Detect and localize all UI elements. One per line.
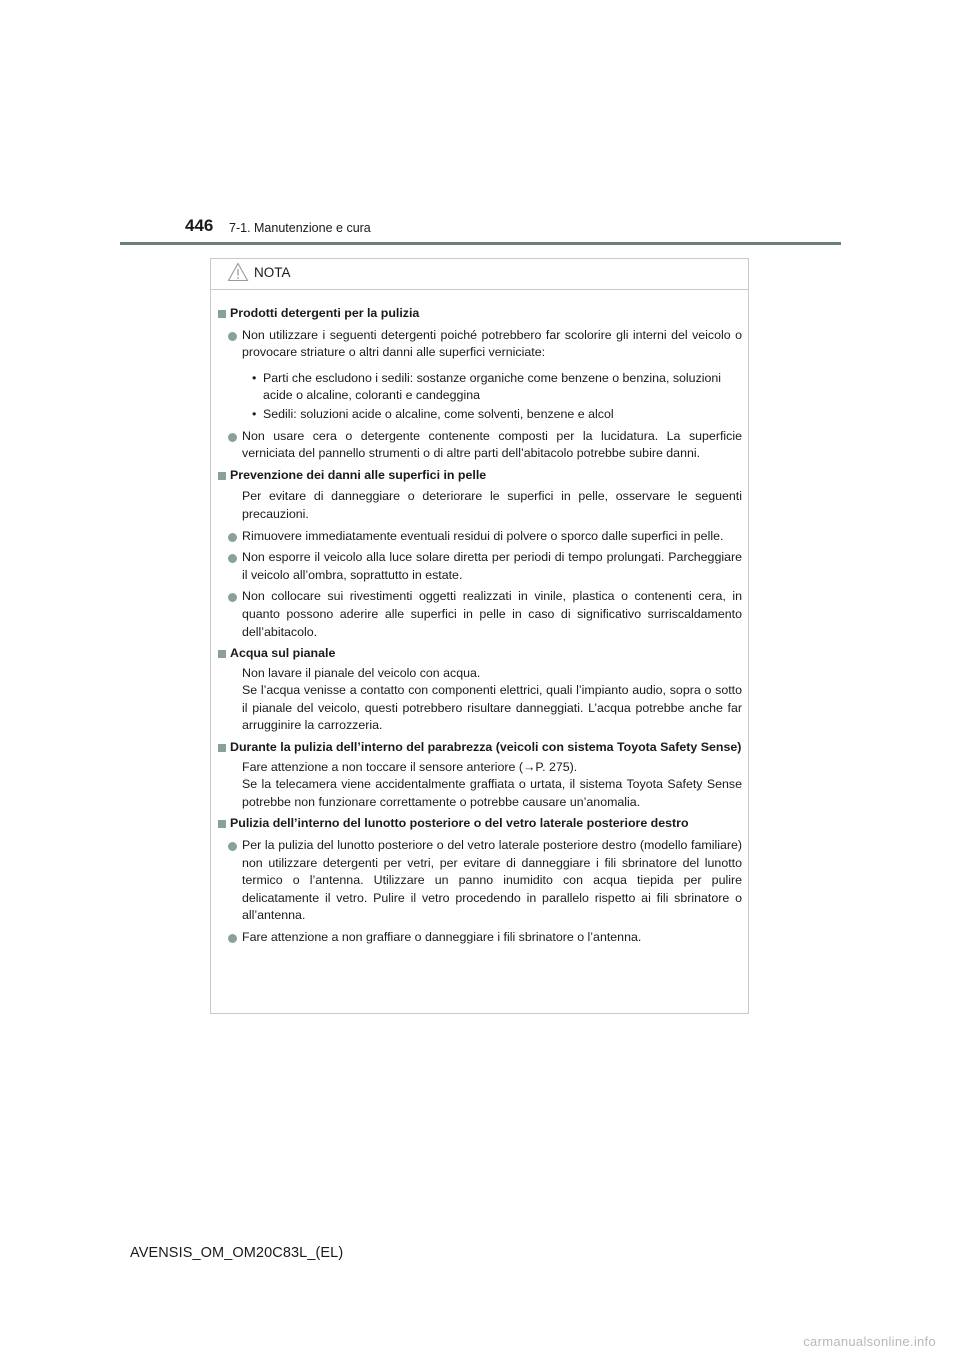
bullet-item: Non utilizzare i seguenti detergenti poiché potrebbero far scolorire gli interni del veicolo o provocare striature o altri danni alle superfici verniciate: [218, 327, 742, 362]
paragraph: Se la telecamera viene accidentalmente graffiata o urtata, il sistema Toyota Safety Sense potrebbe non funzionare correttamente o potrebbe causare un’anomalia. [242, 777, 742, 809]
header-rule [120, 242, 841, 245]
bullet-item: Rimuovere immediatamente eventuali residui di polvere o sporco dalle superfici in pelle. [218, 528, 742, 546]
bullet-item: Non esporre il veicolo alla luce solare diretta per periodi di tempo prolungati. Parcheggiare il veicolo all’ombra, soprattutto in estate. [218, 549, 742, 584]
sub-item: • Parti che escludono i sedili: sostanze organiche come benzene o benzina, soluzioni acide o alcaline, coloranti e candeggina [252, 370, 722, 403]
heading-leather-protection: Prevenzione dei danni alle superfici in pelle [218, 467, 742, 485]
heading-windshield-cleaning: Durante la pulizia dell’interno del parabrezza (veicoli con sistema Toyota Safety Sense) [218, 739, 742, 757]
bullet-item: Non usare cera o detergente contenente composti per la lucidatura. La superficie verniciata del pannello strumenti o di altre parti dell’abitacolo potrebbe subire danni. [218, 428, 742, 463]
bullet-item: Non collocare sui rivestimenti oggetti realizzati in vinile, plastica o contenenti cera, in quanto possono aderire alle superfici in pelle in caso di significativo surriscaldamento dell’abitacolo. [218, 588, 742, 641]
note-header [211, 259, 748, 290]
bullet-dot-icon [228, 332, 237, 341]
paragraph: Se l’acqua venisse a contatto con componenti elettrici, quali l’impianto audio, sopra o sotto il pianale del veicolo, questi potrebbero risultare danneggiati. L’acqua potrebbe anche far arrugginire la carrozzeria. [242, 683, 742, 733]
note-label: NOTA [254, 265, 291, 280]
bullet-dot-icon [228, 842, 237, 851]
warning-triangle-icon [227, 262, 249, 282]
document-code: AVENSIS_OM_OM20C83L_(EL) [130, 1245, 344, 1261]
bullet-dot-icon [228, 533, 237, 542]
heading-cleaning-products: Prodotti detergenti per la pulizia [218, 305, 742, 323]
heading-floor-water: Acqua sul pianale [218, 645, 742, 663]
heading-rear-window-cleaning: Pulizia dell’interno del lunotto posteriore o del vetro laterale posteriore destro [218, 815, 742, 833]
bullet-dot-icon [228, 554, 237, 563]
section-title: 7-1. Manutenzione e cura [229, 221, 371, 235]
note-body [211, 290, 748, 947]
sub-item: • Sedili: soluzioni acide o alcaline, come solventi, benzene e alcol [252, 406, 614, 421]
page-number: 446 [185, 216, 214, 235]
watermark: carmanualsonline.info [803, 1334, 936, 1349]
bullet-dot-icon [228, 934, 237, 943]
bullet-item: Per la pulizia del lunotto posteriore o del vetro laterale posteriore destro (modello familiare) non utilizzare detergenti per vetri, per evitare di danneggiare i fili sbrinatore del lunotto termico o l’antenna. Utilizzare un panno inumidito con acqua tiepida per pulire delicatamente il vetro. Pulire il vetro procedendo in parallelo rispetto ai fili sbrinatore o all’antenna. [218, 837, 742, 925]
bullet-dot-icon [228, 433, 237, 442]
paragraph: Per evitare di danneggiare o deteriorare le superfici in pelle, osservare le seguenti precauzioni. [242, 489, 742, 521]
bullet-dot-icon [228, 593, 237, 602]
bullet-item: Fare attenzione a non graffiare o danneggiare i fili sbrinatore o l’antenna. [218, 929, 742, 947]
note-box [210, 258, 749, 1014]
paragraph: Non lavare il pianale del veicolo con acqua. [242, 665, 481, 680]
paragraph: Fare attenzione a non toccare il sensore anteriore (→P. 275). [242, 759, 578, 774]
